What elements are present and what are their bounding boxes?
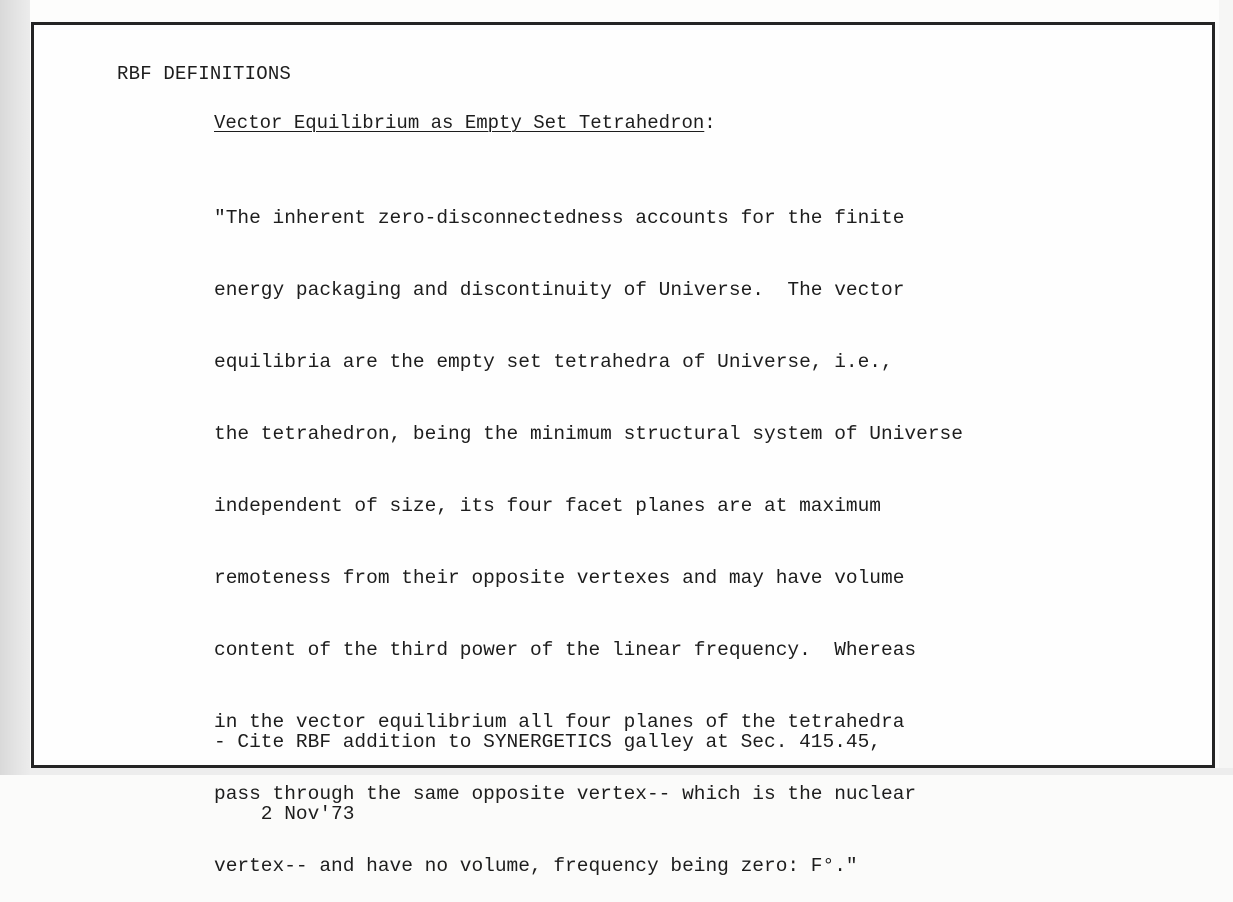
quote-line: pass through the same opposite vertex-- which is the nuclear [214,783,917,805]
citation [214,682,881,850]
quote-line: vertex-- and have no volume, frequency being zero: F°." [214,855,858,877]
citation-date-line: 2 Nov'73 [214,803,355,825]
entry-title-colon: : [704,112,716,134]
section-heading: RBF DEFINITIONS [117,63,292,85]
quote-line: "The inherent zero-disconnectedness accounts for the finite [214,207,905,229]
quote-line: energy packaging and discontinuity of Universe. The vector [214,279,905,301]
quote-line: in the vector equilibrium all four planes of the tetrahedra [214,711,905,733]
entry-title: Vector Equilibrium as Empty Set Tetrahedron [214,112,705,134]
right-margin [1219,0,1233,775]
quote-line: independent of size, its four facet planes are at maximum [214,495,882,517]
quote-line: equilibria are the empty set tetrahedra of Universe, i.e., [214,351,893,373]
quote-line: remoteness from their opposite vertexes and may have volume [214,567,905,589]
top-margin [30,0,1233,22]
citation-line: - Cite RBF addition to SYNERGETICS galley at Sec. 415.45, [214,731,882,753]
entry-title-row [214,112,716,134]
scanner-shadow [0,0,30,775]
quote-line: content of the third power of the linear frequency. Whereas [214,639,917,661]
quote-line: the tetrahedron, being the minimum structural system of Universe [214,423,963,445]
